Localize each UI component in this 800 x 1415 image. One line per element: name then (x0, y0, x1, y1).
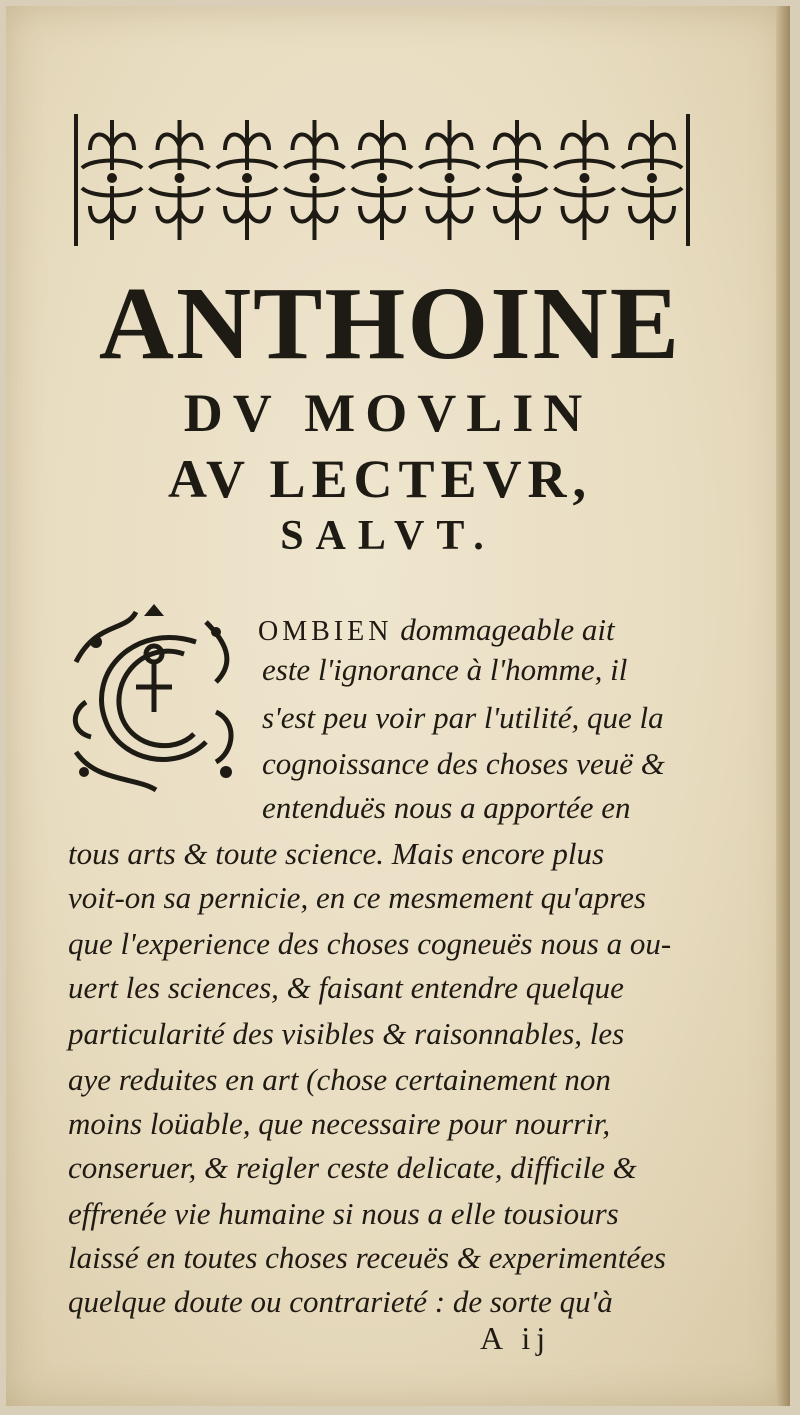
fleuron-lower (82, 186, 142, 240)
text-line-1 (258, 612, 615, 648)
fleuron-upper (555, 120, 615, 170)
fleuron-dot (445, 173, 455, 183)
fleuron-upper (352, 120, 412, 170)
fleuron-lower (555, 186, 615, 240)
initial-word: OMBIEN (258, 616, 393, 647)
text-line-1-rest: dommageable ait (400, 612, 615, 647)
fleuron-lower (285, 186, 345, 240)
text-line-11: aye reduites en art (chose certainement non (68, 1062, 611, 1097)
fleuron-dot (310, 173, 320, 183)
headpiece-ornament (72, 110, 692, 250)
text-line-12: moins loüable, que necessaire pour nourrir, (68, 1106, 611, 1141)
fleuron-lower (352, 186, 412, 240)
fleuron-dot (242, 173, 252, 183)
decorated-initial-c (66, 602, 242, 792)
fleuron-dot (580, 173, 590, 183)
text-line-7: voit-on sa pernicie, en ce mesmement qu'apres (68, 880, 646, 915)
title-au-lecteur: AV LECTEVR, (167, 449, 593, 509)
text-line-16: quelque doute ou contrarieté : de sorte qu'à (68, 1284, 613, 1319)
title-anthoine: ANTHOINE (98, 266, 682, 381)
signature-mark: A ij (480, 1320, 552, 1356)
text-line-13: conseruer, & reigler ceste delicate, difficile & (68, 1150, 637, 1185)
fleuron-upper (487, 120, 547, 170)
text-line-8: que l'experience des choses cogneuës nous a ou- (68, 926, 672, 961)
text-line-4: cognoissance des choses veuë & (262, 746, 665, 781)
fleuron-lower (150, 186, 210, 240)
fleuron-dot (107, 173, 117, 183)
fleuron-upper (622, 120, 682, 170)
text-line-10: particularité des visibles & raisonnables, les (68, 1016, 625, 1051)
book-page (6, 6, 790, 1406)
title-salut: SALVT. (280, 513, 496, 559)
fleuron-upper (150, 120, 210, 170)
fleuron-lower (487, 186, 547, 240)
fleuron-upper (420, 120, 480, 170)
fleuron-dot (512, 173, 522, 183)
fleuron-dot (377, 173, 387, 183)
fleuron-lower (622, 186, 682, 240)
fleuron-dot (647, 173, 657, 183)
fleuron-upper (82, 120, 142, 170)
text-line-6: tous arts & toute science. Mais encore plus (68, 836, 605, 871)
text-line-15: laissé en toutes choses receuës & experimentées (68, 1240, 666, 1275)
text-line-3: s'est peu voir par l'utilité, que la (262, 700, 664, 735)
fleuron-upper (285, 120, 345, 170)
page-edge (776, 6, 790, 1406)
fleuron-upper (217, 120, 277, 170)
text-line-5: entenduës nous a apportée en (262, 790, 631, 825)
fleuron-lower (420, 186, 480, 240)
fleuron-lower (217, 186, 277, 240)
text-line-2: este l'ignorance à l'homme, il (262, 652, 628, 687)
fleuron-dot (175, 173, 185, 183)
title-du-moulin: DV MOVLIN (183, 383, 593, 443)
text-line-14: effrenée vie humaine si nous a elle tousiours (68, 1196, 619, 1231)
text-line-9: uert les sciences, & faisant entendre quelque (68, 970, 624, 1005)
